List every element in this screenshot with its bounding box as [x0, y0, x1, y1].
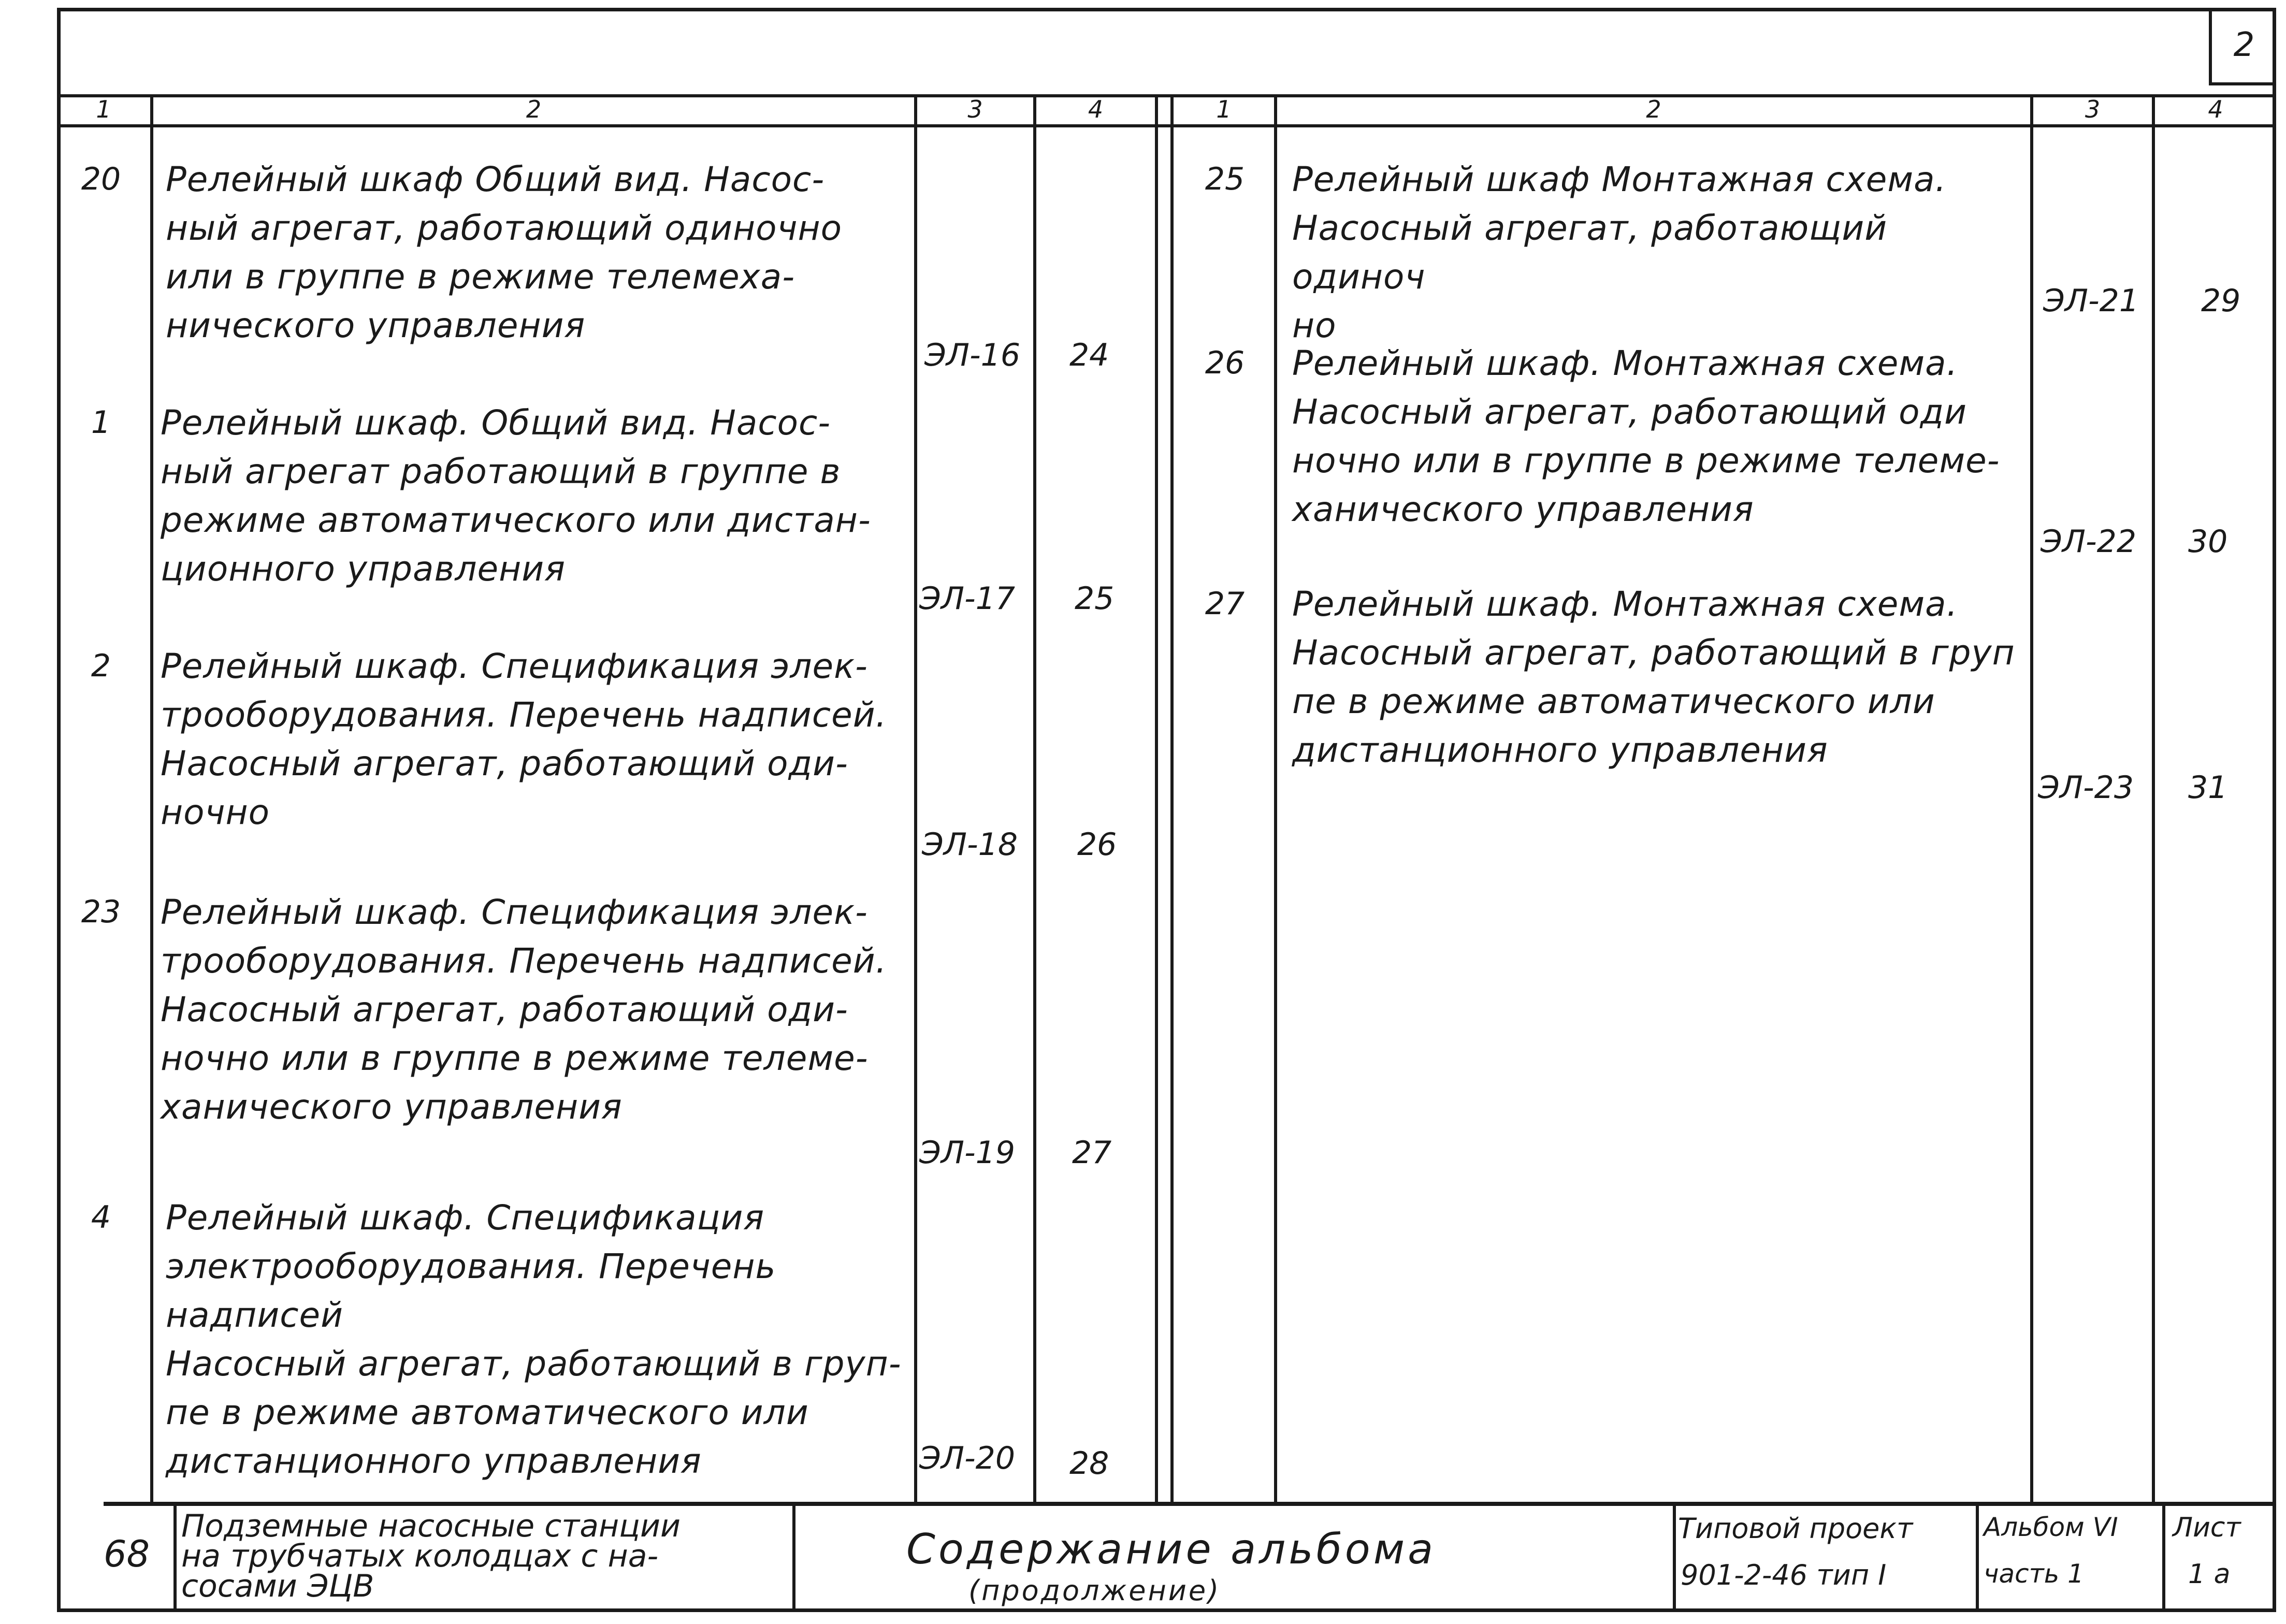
- row-page-number: 27: [1072, 1135, 1112, 1171]
- right-header-col1: 1: [1216, 95, 1232, 123]
- title-subject: Подземные насосные станции на трубчатых колодцах с на- сосами ЭЦВ: [181, 1508, 681, 1604]
- row-number: 27: [1205, 586, 1245, 622]
- row-page-number: 28: [1069, 1445, 1109, 1482]
- row-page-number: 25: [1075, 581, 1115, 617]
- left-col2-divider: [914, 94, 917, 1503]
- project-label: Типовой проект: [1678, 1512, 1913, 1545]
- row-drawing-code: ЭЛ-21: [2043, 283, 2139, 319]
- title-block-divider: [173, 1502, 177, 1612]
- title-block-divider: [1976, 1502, 1979, 1612]
- sheet-number: 2: [2209, 8, 2276, 85]
- left-header-col3: 3: [967, 95, 983, 123]
- row-page-number: 29: [2201, 283, 2241, 319]
- row-description: Релейный шкаф. Спецификация элек- трооборудования. Перечень надписей. Насосный агрегат, работающий оди- ночно или в группе в режиме телеме- ханического управления: [161, 892, 887, 1127]
- right-col2-divider: [2030, 94, 2033, 1503]
- sheet-value: 1 а: [2188, 1559, 2231, 1590]
- row-description: Релейный шкаф Общий вид. Насос- ный агрегат, работающий одиночно или в группе в режиме телемеха- нического управления: [166, 160, 843, 345]
- row-description: Релейный шкаф. Общий вид. Насос- ный агрегат работающий в группе в режиме автоматического или дистан- ционного управления: [161, 403, 871, 589]
- row-drawing-code: ЭЛ-18: [922, 827, 1018, 863]
- row-drawing-code: ЭЛ-23: [2038, 770, 2134, 806]
- album-part: часть 1: [1984, 1559, 2084, 1589]
- right-col1-divider: [1274, 94, 1277, 1503]
- left-col3-divider: [1033, 94, 1036, 1503]
- center-divider-b: [1170, 94, 1174, 1503]
- row-number: 23: [81, 894, 121, 930]
- row-number: 26: [1205, 345, 1245, 381]
- document-title: Содержание альбома: [906, 1525, 1437, 1573]
- row-number: 2: [91, 648, 111, 684]
- title-page-ref: 68: [104, 1533, 150, 1575]
- row-number: 4: [91, 1199, 111, 1236]
- document-subtitle: (продолжение): [968, 1574, 1221, 1607]
- left-header-col1: 1: [96, 95, 111, 123]
- left-header-col4: 4: [1088, 95, 1104, 123]
- row-number: 25: [1205, 161, 1245, 197]
- left-header-col2: 2: [526, 95, 542, 123]
- right-header-col4: 4: [2208, 95, 2223, 123]
- row-page-number: 24: [1069, 337, 1109, 373]
- left-col1-divider: [150, 94, 153, 1503]
- title-block-divider: [2162, 1502, 2165, 1612]
- row-description: Релейный шкаф Монтажная схема. Насосный агрегат, работающий одиноч но: [1292, 160, 1947, 345]
- sheet-label: Лист: [2173, 1512, 2241, 1543]
- row-description: Релейный шкаф. Монтажная схема. Насосный агрегат, работающий в груп пе в режиме автоматического или дистанционного управления: [1292, 584, 2015, 770]
- title-block-divider: [792, 1502, 795, 1612]
- row-page-number: 31: [2188, 770, 2228, 806]
- row-number: 20: [81, 161, 121, 197]
- row-page-number: 26: [1077, 827, 1117, 863]
- row-description: Релейный шкаф. Монтажная схема. Насосный агрегат, работающий оди ночно или в группе в режиме телеме- ханического управления: [1292, 343, 2000, 529]
- row-drawing-code: ЭЛ-20: [919, 1440, 1016, 1476]
- row-drawing-code: ЭЛ-19: [919, 1135, 1016, 1171]
- row-drawing-code: ЭЛ-16: [924, 337, 1021, 373]
- row-description: Релейный шкаф. Спецификация электрооборудования. Перечень надписей Насосный агрегат, работающий в груп- пе в режиме автоматического или дистанционного управления: [166, 1198, 902, 1481]
- title-block-divider: [1673, 1502, 1676, 1612]
- row-drawing-code: ЭЛ-22: [2041, 524, 2137, 560]
- center-divider-a: [1155, 94, 1158, 1503]
- right-col3-divider: [2152, 94, 2155, 1503]
- right-header-col3: 3: [2085, 95, 2101, 123]
- album-label: Альбом VI: [1984, 1512, 2118, 1542]
- row-description: Релейный шкаф. Спецификация элек- трооборудования. Перечень надписей. Насосный агрегат, работающий оди- ночно: [161, 646, 887, 832]
- right-header-col2: 2: [1646, 95, 1661, 123]
- project-code: 901-2-46 тип I: [1681, 1559, 1887, 1591]
- row-number: 1: [91, 404, 111, 441]
- row-page-number: 30: [2188, 524, 2228, 560]
- row-drawing-code: ЭЛ-17: [919, 581, 1016, 617]
- title-block-top-rule: [104, 1502, 2276, 1506]
